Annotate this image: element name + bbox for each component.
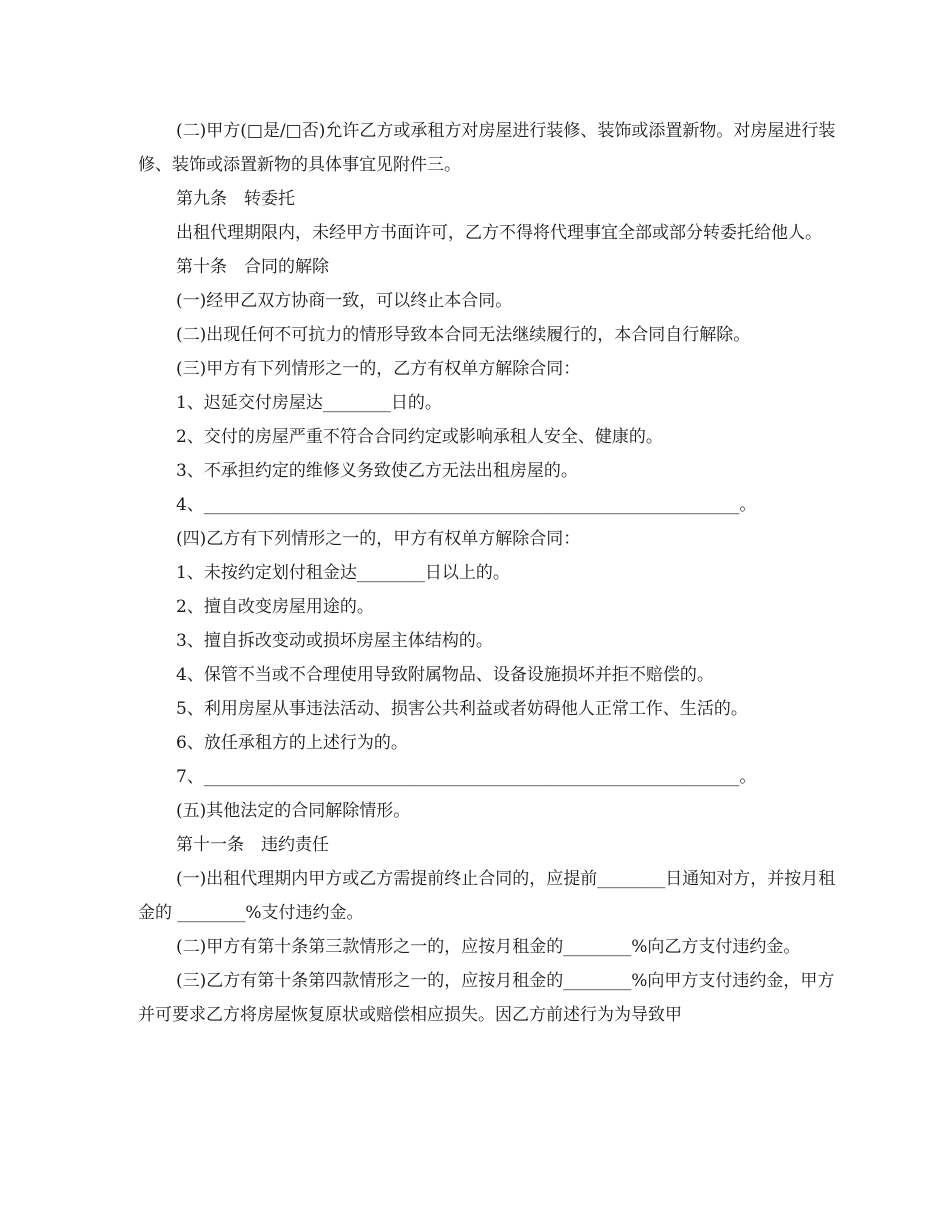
- clause-3-item-3: 3、不承担约定的维修义务致使乙方无法出租房屋的。: [176, 461, 578, 481]
- document-body: [138, 114, 838, 1032]
- clause-3-item-4-blank: 4、_______________________________________________________________。: [176, 495, 757, 515]
- clause-4-item-3: 3、擅自拆改变动或损坏房屋主体结构的。: [176, 631, 493, 651]
- article-10-clause-4: (四)乙方有下列情形之一的，甲方有权单方解除合同：: [176, 529, 581, 549]
- article-10-heading: 第十条 合同的解除: [176, 257, 329, 277]
- article-11-heading: 第十一条 违约责任: [176, 835, 329, 855]
- article-11-clause-1: (一)出租代理期内甲方或乙方需提前终止合同的，应提前________日通知对方，并按月租金的 ________%支付违约金。: [138, 869, 836, 923]
- clause-4-item-7-blank: 7、_______________________________________________________________。: [176, 767, 757, 787]
- clause-4-item-6: 6、放任承租方的上述行为的。: [176, 733, 408, 753]
- article-9-heading: 第九条 转委托: [176, 189, 295, 209]
- article-10-clause-5: (五)其他法定的合同解除情形。: [176, 801, 411, 821]
- article-9-body: 出租代理期限内，未经甲方书面许可，乙方不得将代理事宜全部或部分转委托给他人。: [176, 223, 822, 243]
- clause-4-item-2: 2、擅自改变房屋用途的。: [176, 597, 374, 617]
- clause-4-item-5: 5、利用房屋从事违法活动、损害公共利益或者妨碍他人正常工作、生活的。: [176, 699, 748, 719]
- clause-3-item-2: 2、交付的房屋严重不符合合同约定或影响承租人安全、健康的。: [176, 427, 663, 447]
- article-10-clause-3: (三)甲方有下列情形之一的，乙方有权单方解除合同：: [176, 359, 581, 379]
- article-10-clause-2: (二)出现任何不可抗力的情形导致本合同无法继续履行的，本合同自行解除。: [176, 325, 751, 345]
- clause-4-item-1: 1、未按约定划付租金达________日以上的。: [176, 563, 510, 583]
- article-11-clause-3: (三)乙方有第十条第四款情形之一的，应按月租金的________%向甲方支付违约金，甲方并可要求乙方将房屋恢复原状或赔偿相应损失。因乙方前述行为为导致甲: [138, 971, 835, 1025]
- paragraph-2-renovation: (二)甲方(□是/□否)允许乙方或承租方对房屋进行装修、装饰或添置新物。对房屋进行装修、装饰或添置新物的具体事宜见附件三。: [138, 121, 836, 175]
- article-11-clause-2: (二)甲方有第十条第三款情形之一的，应按月租金的________%向乙方支付违约金。: [176, 937, 801, 957]
- clause-3-item-1: 1、迟延交付房屋达________日的。: [176, 393, 442, 413]
- clause-4-item-4: 4、保管不当或不合理使用导致附属物品、设备设施损坏并拒不赔偿的。: [176, 665, 714, 685]
- article-10-clause-1: (一)经甲乙双方协商一致，可以终止本合同。: [176, 291, 513, 311]
